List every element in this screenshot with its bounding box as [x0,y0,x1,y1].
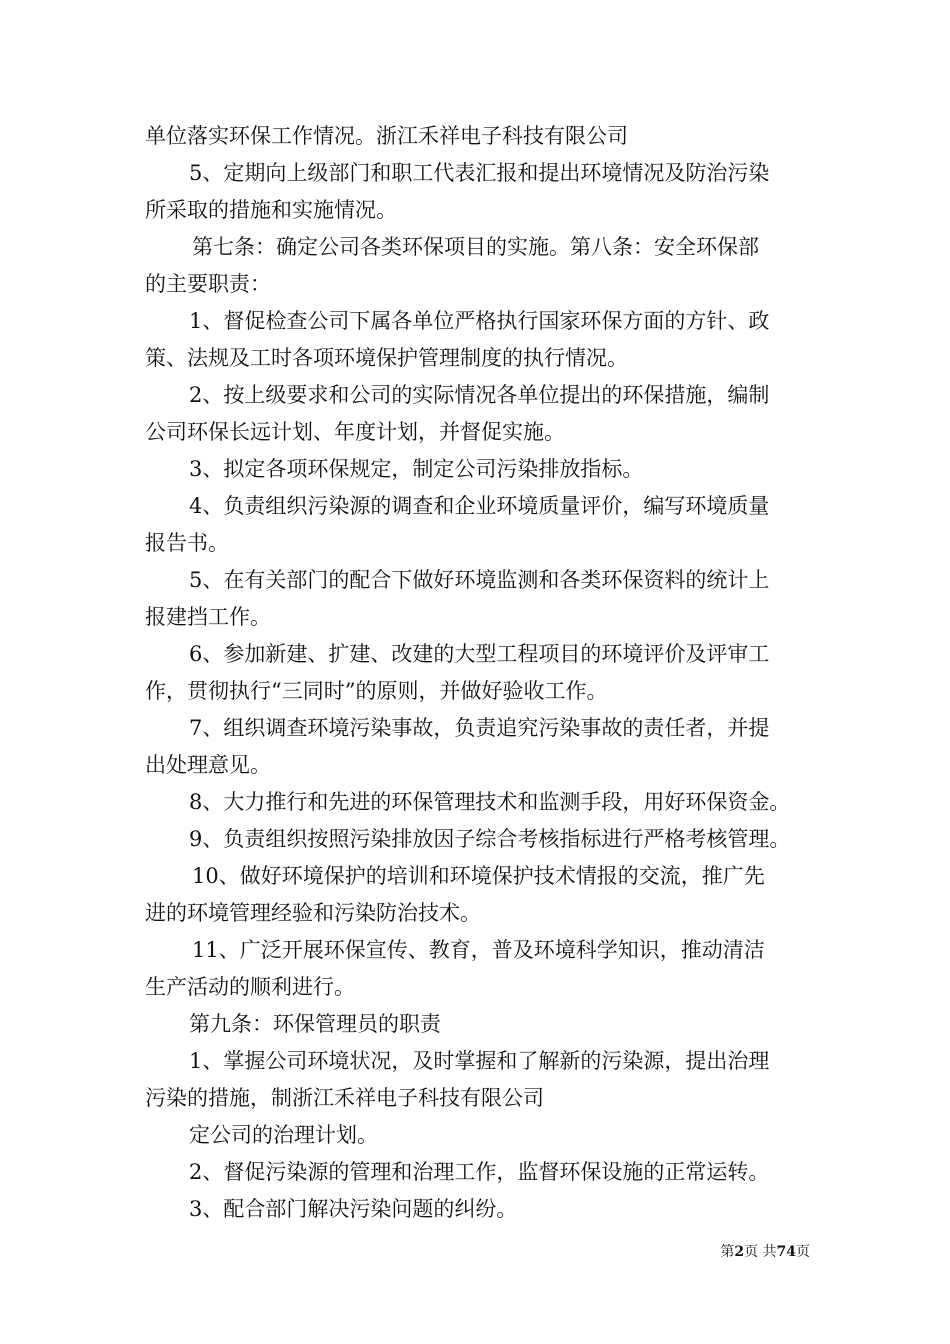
paragraph-line: 生产活动的顺利进行。 [145,975,355,999]
page-number-footer [0,1242,810,1262]
paragraph-line: 1、掌握公司环境状况，及时掌握和了解新的污染源，提出治理 [189,1049,770,1073]
paragraph-line: 定公司的治理计划。 [189,1123,378,1147]
paragraph-line: 报告书。 [145,531,229,555]
total-page-count: 74 [776,1244,796,1260]
paragraph-line: 第七条：确定公司各类环保项目的实施。第八条：安全环保部 [192,235,759,259]
paragraph-line: 11、广泛开展环保宣传、教育，普及环境科学知识，推动清洁 [192,938,765,962]
paragraph-line: 所采取的措施和实施情况。 [145,198,397,222]
footer-middle: 页 共 [744,1244,777,1260]
paragraph-line: 1、督促检查公司下属各单位严格执行国家环保方面的方针、政 [189,309,770,333]
paragraph-line: 的主要职责： [145,272,271,296]
paragraph-line: 8、大力推行和先进的环保管理技术和监测手段，用好环保资金。 [189,790,791,814]
paragraph-line: 4、负责组织污染源的调查和企业环境质量评价，编写环境质量 [189,494,770,518]
paragraph-line: 5、在有关部门的配合下做好环境监测和各类环保资料的统计上 [189,568,770,592]
paragraph-line: 报建挡工作。 [145,605,271,629]
paragraph-line: 3、拟定各项环保规定，制定公司污染排放指标。 [189,457,644,481]
paragraph-line: 进的环境管理经验和污染防治技术。 [145,901,481,925]
paragraph-line: 单位落实环保工作情况。浙江禾祥电子科技有限公司 [145,124,628,148]
footer-suffix: 页 [796,1244,810,1260]
paragraph-line: 2、按上级要求和公司的实际情况各单位提出的环保措施，编制 [189,383,770,407]
paragraph-line: 策、法规及工时各项环境保护管理制度的执行情况。 [145,346,628,370]
paragraph-line: 公司环保长远计划、年度计划，并督促实施。 [145,420,565,444]
paragraph-line: 污染的措施，制浙江禾祥电子科技有限公司 [145,1086,544,1110]
paragraph-line: 2、督促污染源的管理和治理工作，监督环保设施的正常运转。 [189,1160,770,1184]
document-body [145,118,810,1228]
paragraph-line: 第九条：环保管理员的职责 [189,1012,441,1036]
paragraph-line: 9、负责组织按照污染排放因子综合考核指标进行严格考核管理。 [189,827,791,851]
paragraph-line: 10、做好环境保护的培训和环境保护技术情报的交流，推广先 [192,864,765,888]
paragraph-line: 5、定期向上级部门和职工代表汇报和提出环境情况及防治污染 [189,161,770,185]
paragraph-line: 6、参加新建、扩建、改建的大型工程项目的环境评价及评审工 [189,642,770,666]
paragraph-line: 作，贯彻执行“三同时”的原则，并做好验收工作。 [145,679,608,703]
footer-prefix: 第 [720,1244,735,1260]
paragraph-line: 3、配合部门解决污染问题的纠纷。 [189,1197,518,1221]
paragraph-line: 出处理意见。 [145,753,271,777]
current-page-number: 2 [734,1244,745,1260]
paragraph-line: 7、组织调查环境污染事故，负责追究污染事故的责任者，并提 [189,716,770,740]
